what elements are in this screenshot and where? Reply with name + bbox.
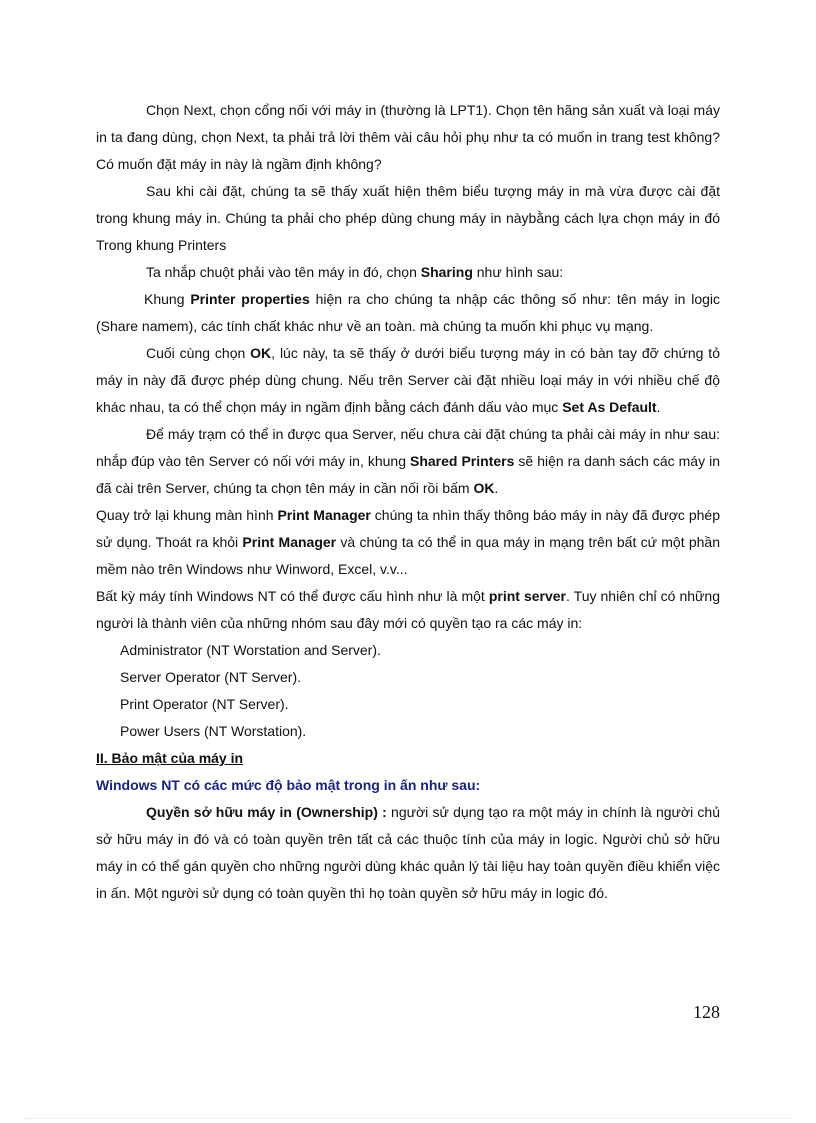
paragraph: [96, 583, 720, 637]
page-body: [96, 97, 720, 907]
subheading: Windows NT có các mức độ bảo mật trong in ấn như sau:: [96, 777, 481, 793]
paragraph-text: Sau khi cài đặt, chúng ta sẽ thấy xuất hiện thêm biểu tượng máy in mà vừa được cài đặt trong khung máy in. Chúng ta phải cho phép dùng chung máy in nàybằng cách lựa chọn máy in đó Trong khung Printers: [96, 183, 720, 253]
paragraph-text: Khung: [144, 291, 191, 307]
group-list-item: Administrator (NT Worstation and Server).: [120, 642, 381, 658]
paragraph-text: và chúng ta có thể in qua máy in mạng trên bất cứ một phần mềm nào trên Windows như Winword, Excel, v.v...: [96, 534, 720, 577]
paragraph-text: sẽ hiện ra danh sách các máy in đã cài trên Server, chúng ta chọn tên máy in cần nối rồi bấm: [96, 453, 721, 496]
bold-term: Print Manager: [277, 507, 371, 523]
bold-term: Print Manager: [242, 534, 337, 550]
bold-term: Printer properties: [190, 291, 310, 307]
bold-term: Quyền sở hữu máy in (Ownership) :: [146, 804, 387, 820]
paragraph: [96, 799, 720, 907]
paragraph: [96, 97, 720, 178]
paragraph-text: . Tuy nhiên chỉ có những người là thành viên của những nhóm sau đây mới có quyền tạo ra các máy in:: [96, 588, 721, 631]
paragraph-text: Cuối cùng chọn: [146, 345, 251, 361]
paragraph-text: người sử dụng tạo ra một máy in chính là người chủ sở hữu máy in đó và có toàn quyền trên tất cả các thuộc tính của máy in logic. Người chủ sở hữu máy in có thể gán quyền cho những người dùng khác quản lý tài liệu hay toàn quyền điều khiển việc in ấn. Một người sử dụng có toàn quyền thì họ toàn quyền sở hữu máy in logic đó.: [96, 804, 720, 901]
group-list-item: Server Operator (NT Server).: [120, 669, 302, 685]
group-list-item: Power Users (NT Worstation).: [120, 723, 307, 739]
group-list-item: Print Operator (NT Server).: [120, 696, 289, 712]
bold-term: OK: [250, 345, 272, 361]
page-number: 128: [693, 1002, 720, 1022]
paragraph: [96, 286, 720, 340]
footer-divider: [24, 1118, 792, 1119]
bold-term: Set As Default: [562, 399, 657, 415]
paragraph-text: .: [656, 399, 661, 415]
bold-term: OK: [473, 480, 495, 496]
bold-term: Shared Printers: [410, 453, 515, 469]
paragraph: [96, 502, 720, 583]
paragraph-text: Bất kỳ máy tính Windows NT có thể được cấu hình như là một: [96, 588, 489, 604]
paragraph: [96, 340, 720, 421]
paragraph-text: Để máy trạm có thể in được qua Server, nếu chưa cài đặt chúng ta phải cài máy in như sau: nhắp đúp vào tên Server có nối với máy in, khung: [96, 426, 720, 469]
paragraph-text: , lúc này, ta sẽ thấy ở dưới biểu tượng máy in có bàn tay đỡ chứng tỏ máy in này đã được phép dùng chung. Nếu trên Server cài đặt nhiều loại máy in với nhiều chế độ khác nhau, ta có thể chọn máy in ngầm định bằng cách đánh dấu vào mục: [96, 345, 720, 415]
paragraph-text: Chọn Next, chọn cổng nối với máy in (thường là LPT1). Chọn tên hãng sản xuất và loại máy in ta đang dùng, chọn Next, ta phải trả lời thêm vài câu hỏi phụ như ta có muốn in trang test không? Có muốn đặt máy in này là ngầm định không?: [96, 102, 720, 172]
paragraph-text: chúng ta nhìn thấy thông báo máy in này đã được phép sử dụng. Thoát ra khỏi: [96, 507, 720, 550]
bold-term: Sharing: [420, 264, 473, 280]
paragraph-text: .: [494, 480, 499, 496]
paragraph: [96, 259, 720, 286]
paragraph-text: Quay trở lại khung màn hình: [96, 507, 278, 523]
paragraph-text: hiện ra cho chúng ta nhập các thông số như: tên máy in logic (Share namem), các tính chất khác như về an toàn. mà chúng ta muốn khi phục vụ mạng.: [96, 291, 721, 334]
paragraph: [96, 178, 720, 259]
bold-term: print server: [488, 588, 567, 604]
paragraph-text: như hình sau:: [472, 264, 564, 280]
paragraph: [96, 421, 720, 502]
section-heading: II. Bảo mật của máy in: [96, 750, 244, 766]
paragraph-text: Ta nhắp chuột phải vào tên máy in đó, chọn: [146, 264, 421, 280]
